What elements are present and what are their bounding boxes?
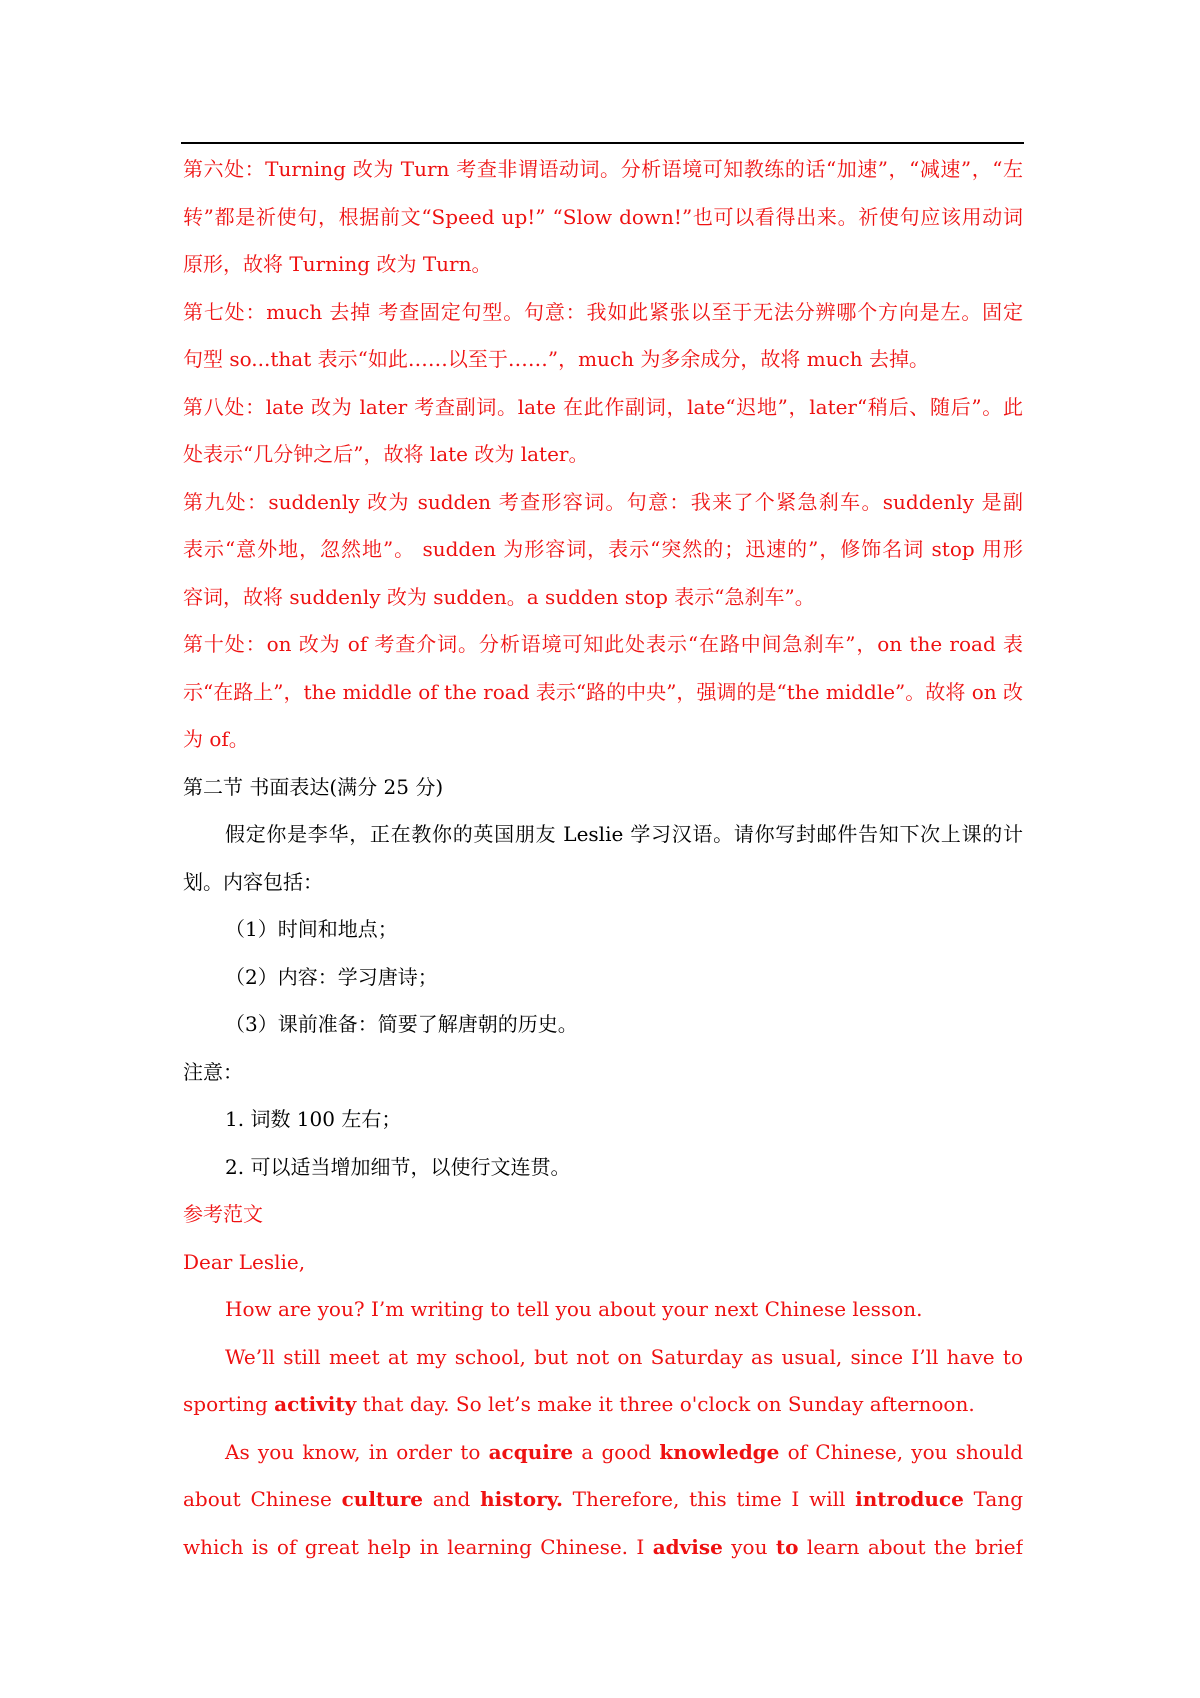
text-span: which is of great help in learning Chinese. I [183,1534,653,1559]
content-item: （2）内容：学习唐诗； [225,964,438,989]
text-span: Tang [973,1487,1023,1511]
analysis-line: 处表示“几分钟之后”，故将 late 改为 later。 [183,442,589,466]
analysis-line: 第十处：on 改为 of 考查介词。分析语境可知此处表示“在路中间急刹车”，on the road 表 [183,632,1023,656]
letter-paragraph-2-line [183,1334,1023,1382]
text-span: As you know, in order to [225,1439,489,1464]
analysis-line: 转”都是祈使句，根据前文“Speed up!” “Slow down!”也可以看得出来。祈使句应该用动词 [183,204,1023,229]
text-span: and [422,1487,481,1511]
text-span: learn about the brief [806,1534,1023,1559]
note-item: 1. 词数 100 左右； [225,1107,402,1131]
letter-paragraph-3-line [183,1429,1023,1477]
analysis-line: 第九处：suddenly 改为 sudden 考查形容词。句意：我来了个紧急刹车。suddenly 是副 [183,489,1023,514]
letter-paragraph-2-line [183,1381,1023,1429]
analysis-line: 容词，故将 suddenly 改为 sudden。a sudden stop 表示“急刹车”。 [183,584,815,609]
analysis-line: 第八处：late 改为 later 考查副词。late 在此作副词，late“迟地”，later“稍后、随后”。此 [183,394,1023,419]
text-span: a good [573,1439,660,1464]
keyword: activity [274,1392,357,1416]
analysis-line: 第七处：much 去掉 考查固定句型。句意：我如此紧张以至于无法分辨哪个方向是左。固定 [183,299,1023,324]
prompt-line: 假定你是李华，正在教你的英国朋友 Leslie 学习汉语。请你写封邮件告知下次上课的计 [225,822,1023,846]
analysis-line: 第六处：Turning 改为 Turn 考查非谓语动词。分析语境可知教练的话“加速”，“减速”，“左 [183,157,1023,181]
letter-greeting: Dear Leslie, [183,1249,306,1274]
document-body [183,146,1023,1571]
keyword: introduce [855,1487,964,1511]
keyword: history. [480,1487,563,1511]
text-span: of Chinese, you should [787,1439,1023,1464]
keyword: knowledge [659,1439,780,1464]
analysis-line: 原形，故将 Turning 改为 Turn。 [183,252,492,276]
text-span: We’ll still meet at my school, but not on Saturday as usual, since I’ll have to [225,1344,1023,1369]
text-span: Therefore, this time I will [562,1487,856,1511]
letter-paragraph-3-line [183,1524,1023,1572]
note-label: 注意： [183,1059,243,1084]
analysis-line: 示“在路上”，the middle of the road 表示“路的中央”，强调的是“the middle”。故将 on 改 [183,679,1023,704]
keyword: culture [341,1487,423,1511]
header-rule [181,142,1024,144]
model-essay-label: 参考范文 [183,1202,263,1226]
content-item: （3）课前准备：简要了解唐朝的历史。 [225,1012,578,1036]
text-span: you [722,1534,776,1559]
keyword: acquire [488,1439,574,1464]
letter-paragraph-1: How are you? I’m writing to tell you about your next Chinese lesson. [225,1297,923,1321]
analysis-line: 表示“意外地，忽然地”。 sudden 为形容词，表示“突然的；迅速的”，修饰名词 stop 用形 [183,537,1023,561]
keyword: to [775,1534,799,1559]
note-item: 2. 可以适当增加细节，以使行文连贯。 [225,1154,571,1179]
section-heading: 第二节 书面表达(满分 25 分) [183,774,444,799]
text-span: sporting [183,1392,275,1416]
keyword: advise [652,1534,723,1559]
prompt-line: 划。内容包括： [183,869,323,894]
analysis-line: 为 of。 [183,727,249,751]
letter-paragraph-3-line [183,1476,1023,1524]
text-span: that day. So let’s make it three o'clock on Sunday afternoon. [356,1392,975,1416]
text-span: about Chinese [183,1487,342,1511]
analysis-line: 句型 so...that 表示“如此……以至于……”，much 为多余成分，故将 much 去掉。 [183,347,929,371]
content-item: （1）时间和地点； [225,917,398,941]
